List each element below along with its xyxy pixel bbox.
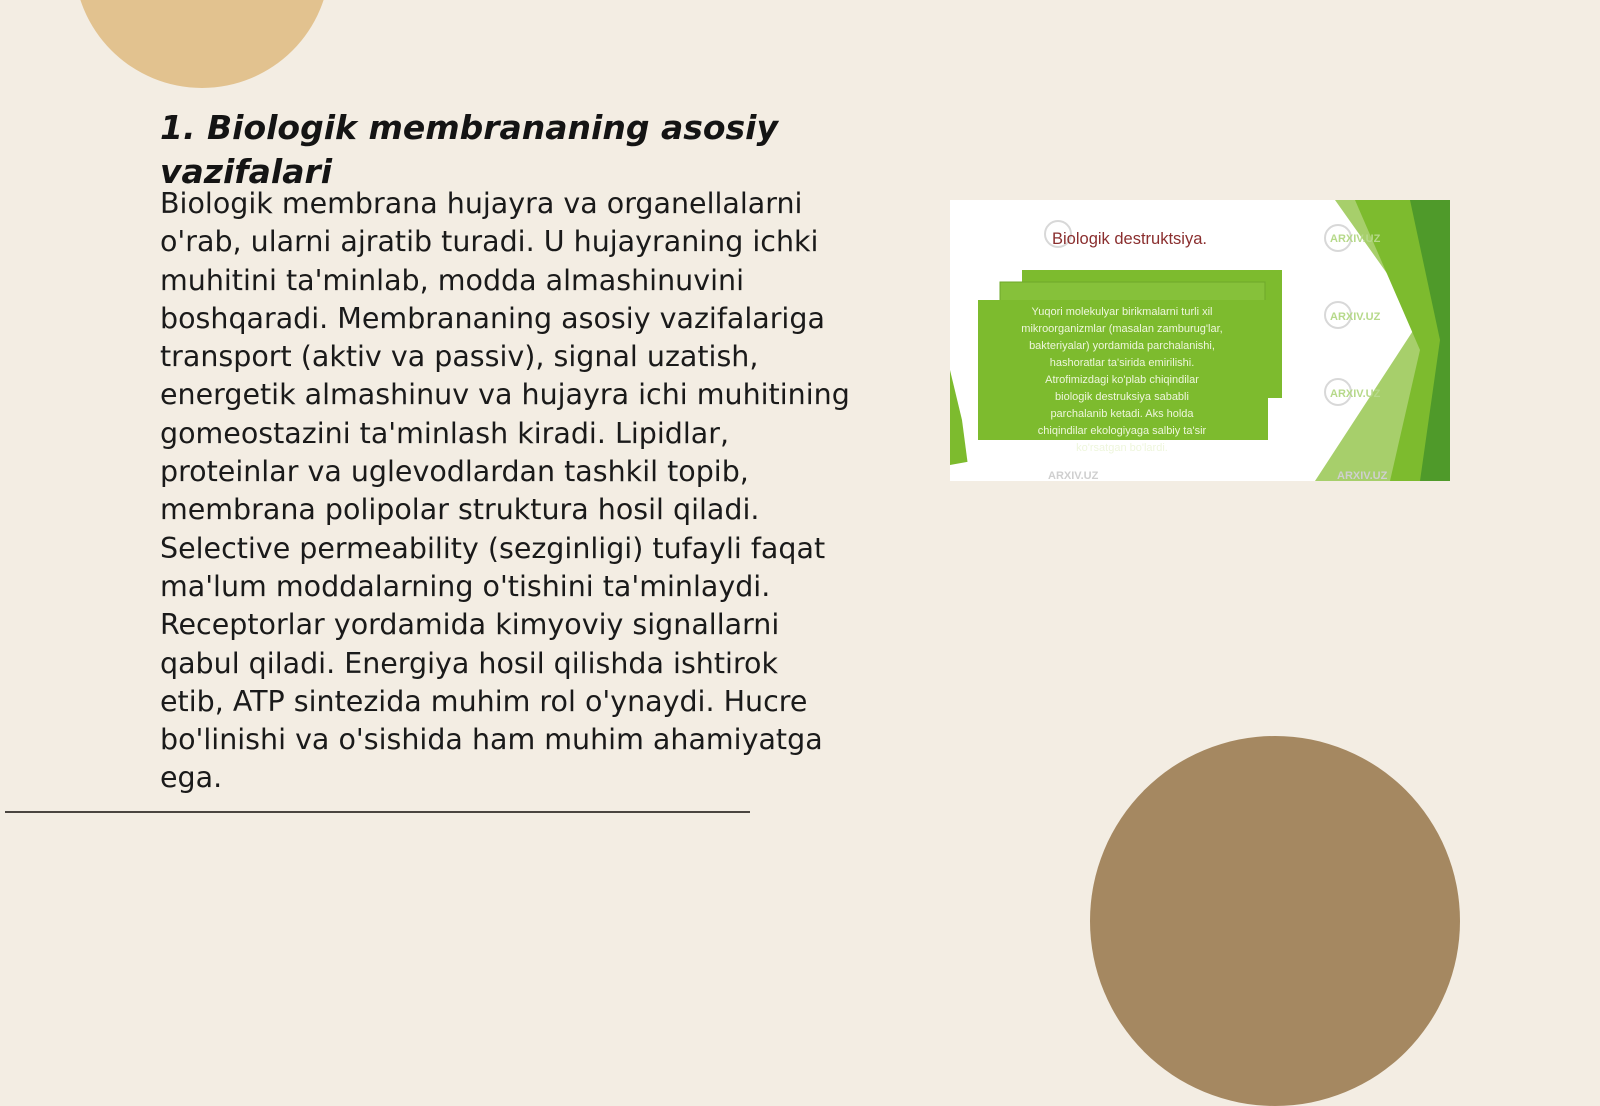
image-caption-line: biologik destruksiya sababli <box>1055 391 1189 403</box>
image-caption-line: mikroorganizmlar (masalan zamburug'lar, <box>1021 323 1223 335</box>
divider-line <box>5 811 750 813</box>
image-caption-line: chiqindilar ekologiyaga salbiy ta'sir <box>1037 425 1207 437</box>
slide-image-graphic <box>950 200 1450 481</box>
image-caption-line: hashoratlar ta'sirida emirilishi. <box>1049 357 1195 369</box>
image-caption-line: parchalanib ketadi. Aks holda <box>1050 408 1194 420</box>
slide-title: 1. Biologik membrananing asosiy vazifalari <box>160 108 779 191</box>
decorative-circle-top <box>74 0 330 88</box>
image-caption-line: Atrofimizdagi ko'plab chiqindilar <box>1045 374 1199 386</box>
decorative-circle-bottom <box>1090 736 1460 1106</box>
slide-image <box>950 200 1450 481</box>
image-caption-line: bakteriyalar) yordamida parchalanishi, <box>1029 340 1215 352</box>
image-caption <box>1021 306 1222 454</box>
slide-body-text: Biologik membrana hujayra va organellalarni o'rab, ularni ajratib turadi. U hujayraning ichki muhitini ta'minlab, modda almashinuvini boshqaradi. Membrananing asosiy vazifalariga transport (aktiv va passiv), signal uzatish, energetik almashinuv va hujayra ichi muhitining gomeostazini ta'minlash kiradi. Lipidlar, proteinlar va uglevodlardan tashkil topib, membrana polipolar struktura hosil qiladi. Selective permeability (sezginligi) tufayli faqat ma'lum moddalarning o'tishini ta'minlaydi. Receptorlar yordamida kimyoviy signallarni qabul qiladi. Energiya hosil qilishda ishtirok etib, ATP sintezida muhim rol o'ynaydi. Hucre bo'linishi va o'sishida ham muhim ahamiyatga ega. <box>160 187 850 795</box>
watermark-text: ARXIV.UZ <box>1330 233 1381 245</box>
watermark-text: ARXIV.UZ <box>1048 470 1099 481</box>
image-caption-line: ko'rsatgan bo'lardi. <box>1076 442 1168 454</box>
watermark-text: ARXIV.UZ <box>1330 388 1381 400</box>
watermark-text: ARXIV.UZ <box>1330 311 1381 323</box>
watermark-text: ARXIV.UZ <box>1337 470 1388 481</box>
image-caption-line: Yuqori molekulyar birikmalarni turli xil <box>1031 306 1213 318</box>
image-heading: Biologik destruktsiya. <box>1052 230 1207 248</box>
